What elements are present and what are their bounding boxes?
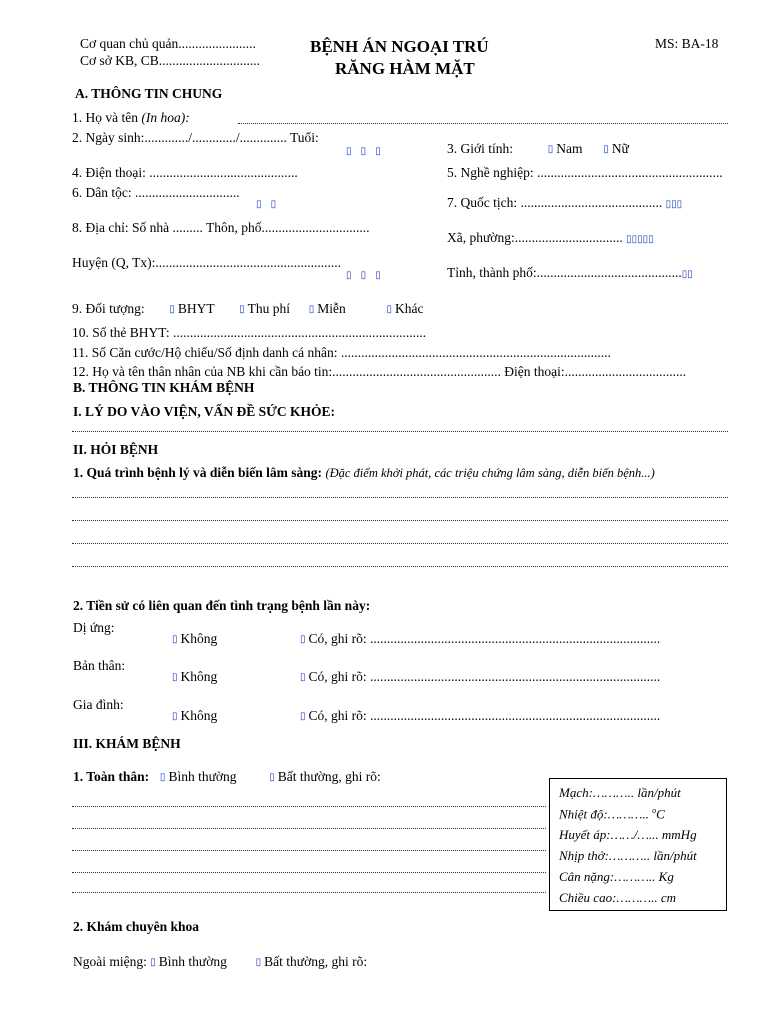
field-dob[interactable]: 2. Ngày sinh:............./............./.............. Tuổi: — [72, 130, 319, 145]
allergy-yes-option[interactable]: ▯ Có, ghi rõ: ...................................................................................... — [300, 631, 661, 646]
checkbox-icon[interactable]: ▯ — [172, 711, 178, 722]
history-line[interactable] — [72, 520, 728, 521]
field-district[interactable]: Huyện (Q, Tx):....................................................... — [72, 255, 341, 270]
field-ethnicity[interactable]: 6. Dân tộc: ............................... — [72, 185, 240, 200]
form-title-line1: BỆNH ÁN NGOẠI TRÚ — [310, 37, 489, 56]
checkbox-icon[interactable]: ▯ — [300, 672, 306, 683]
personal-yes-option[interactable]: ▯ Có, ghi rõ: ...................................................................................... — [300, 669, 661, 684]
field-insurance-number[interactable]: 10. Số thẻ BHYT: ........................................................................... — [72, 325, 427, 340]
vital-signs-box — [549, 778, 727, 911]
form-title-line2: RĂNG HÀM MẶT — [335, 59, 475, 78]
checkbox-icon[interactable]: ▯ — [547, 144, 554, 155]
field-patient-category: 9. Đối tượng: ▯ BHYT ▯ Thu phí ▯ Miễn ▯ Khác — [72, 301, 424, 316]
family-no-option[interactable]: ▯ Không — [172, 708, 218, 723]
history-line[interactable] — [72, 566, 728, 567]
agency-field: Cơ quan chủ quản....................... — [80, 36, 256, 51]
field-nationality[interactable]: 7. Quốc tịch: .......................................... ▯▯▯ — [447, 195, 683, 210]
vital-respiration[interactable]: Nhịp thở:……….. lần/phút — [559, 848, 697, 863]
checkbox-icon[interactable]: ▯ — [169, 304, 175, 315]
field-relative-contact[interactable]: 12. Họ và tên thân nhân của NB khi cần báo tin:.................................................. Điện thoại:.................................... — [72, 364, 687, 379]
vital-temperature[interactable]: Nhiệt độ:……….. $^o$C — [559, 806, 665, 822]
exam-heading: III. KHÁM BỆNH — [73, 736, 181, 751]
allergy-label: Dị ứng: — [73, 620, 115, 635]
checkbox-icon[interactable]: ▯ — [150, 957, 156, 968]
specialty-exam-heading: 2. Khám chuyên khoa — [73, 919, 200, 934]
history-line[interactable] — [72, 543, 728, 544]
district-boxes[interactable]: ▯ ▯ ▯ — [346, 270, 384, 281]
allergy-no-option[interactable]: ▯ Không — [172, 631, 218, 646]
general-exam-line[interactable] — [72, 828, 546, 829]
field-address[interactable]: 8. Địa chỉ: Số nhà ......... Thôn, phố................................ — [72, 220, 370, 235]
checkbox-icon[interactable]: ▯ — [255, 957, 262, 968]
checkbox-icon[interactable]: ▯ — [269, 772, 275, 783]
field-name-line[interactable] — [238, 123, 728, 124]
general-exam-line[interactable] — [72, 872, 546, 873]
history-heading: II. HỎI BỆNH — [73, 442, 159, 457]
form-code: MS: BA-18 — [655, 36, 719, 51]
vital-weight[interactable]: Cân nặng:……….. Kg — [559, 869, 674, 884]
extraoral-exam-row: Ngoài miệng: ▯ Bình thường ▯ Bất thường, ghi rõ: — [73, 954, 368, 969]
reason-line[interactable] — [72, 431, 728, 432]
general-exam-row: 1. Toàn thân: ▯ Bình thường ▯ Bất thường, ghi rõ: — [73, 769, 381, 784]
vital-pulse[interactable]: Mạch:……….. lần/phút — [559, 785, 681, 800]
reason-heading: I. LÝ DO VÀO VIỆN, VẤN ĐỀ SỨC KHỎE: — [73, 404, 336, 419]
history-course-label: 1. Quá trình bệnh lý và diễn biến lâm sàng: (Đặc điểm khởi phát, các triệu chứng lâm sàng, diễn biến bệnh...) — [73, 465, 655, 480]
ethnicity-boxes[interactable]: ▯ ▯ — [256, 199, 280, 210]
checkbox-icon[interactable]: ▯ — [239, 304, 245, 315]
general-exam-line[interactable] — [72, 892, 546, 893]
age-boxes[interactable]: ▯ ▯ ▯ — [346, 146, 384, 157]
field-id-number[interactable]: 11. Số Căn cước/Hộ chiếu/Số định danh cá nhân: ................................................................................ — [72, 345, 611, 360]
field-gender: 3. Giới tính: ▯ Nam ▯ Nữ — [447, 141, 629, 156]
related-history-label: 2. Tiền sử có liên quan đến tình trạng bệnh lần này: — [73, 598, 371, 613]
history-line[interactable] — [72, 497, 728, 498]
vital-blood-pressure[interactable]: Huyết áp:……/…... mmHg — [559, 827, 697, 842]
family-history-label: Gia đình: — [73, 697, 124, 712]
checkbox-icon[interactable]: ▯ — [308, 304, 315, 315]
checkbox-icon[interactable]: ▯ — [603, 144, 609, 155]
checkbox-icon[interactable]: ▯ — [172, 672, 178, 683]
checkbox-icon[interactable]: ▯ — [386, 304, 393, 315]
field-name-label: 1. Họ và tên (In hoa): — [72, 110, 190, 125]
section-b-heading: B. THÔNG TIN KHÁM BỆNH — [73, 380, 255, 395]
facility-field: Cơ sở KB, CB.............................. — [80, 53, 261, 68]
checkbox-icon[interactable]: ▯ — [300, 711, 306, 722]
vital-height[interactable]: Chiều cao:……….. cm — [559, 890, 676, 905]
checkbox-icon[interactable]: ▯ — [300, 634, 306, 645]
general-exam-line[interactable] — [72, 850, 546, 851]
field-phone[interactable]: 4. Điện thoại: ............................................ — [72, 165, 298, 180]
field-province[interactable]: Tỉnh, thành phố:...........................................▯▯ — [447, 265, 693, 280]
general-exam-line[interactable] — [72, 806, 546, 807]
section-a-heading: A. THÔNG TIN CHUNG — [75, 86, 223, 101]
checkbox-icon[interactable]: ▯ — [159, 772, 166, 783]
family-yes-option[interactable]: ▯ Có, ghi rõ: ...................................................................................... — [300, 708, 661, 723]
field-ward[interactable]: Xã, phường:................................ ▯▯▯▯▯ — [447, 230, 654, 245]
field-occupation[interactable]: 5. Nghề nghiệp: ....................................................... — [447, 165, 723, 180]
checkbox-icon[interactable]: ▯ — [172, 634, 178, 645]
personal-history-label: Bản thân: — [73, 658, 126, 673]
personal-no-option[interactable]: ▯ Không — [172, 669, 218, 684]
